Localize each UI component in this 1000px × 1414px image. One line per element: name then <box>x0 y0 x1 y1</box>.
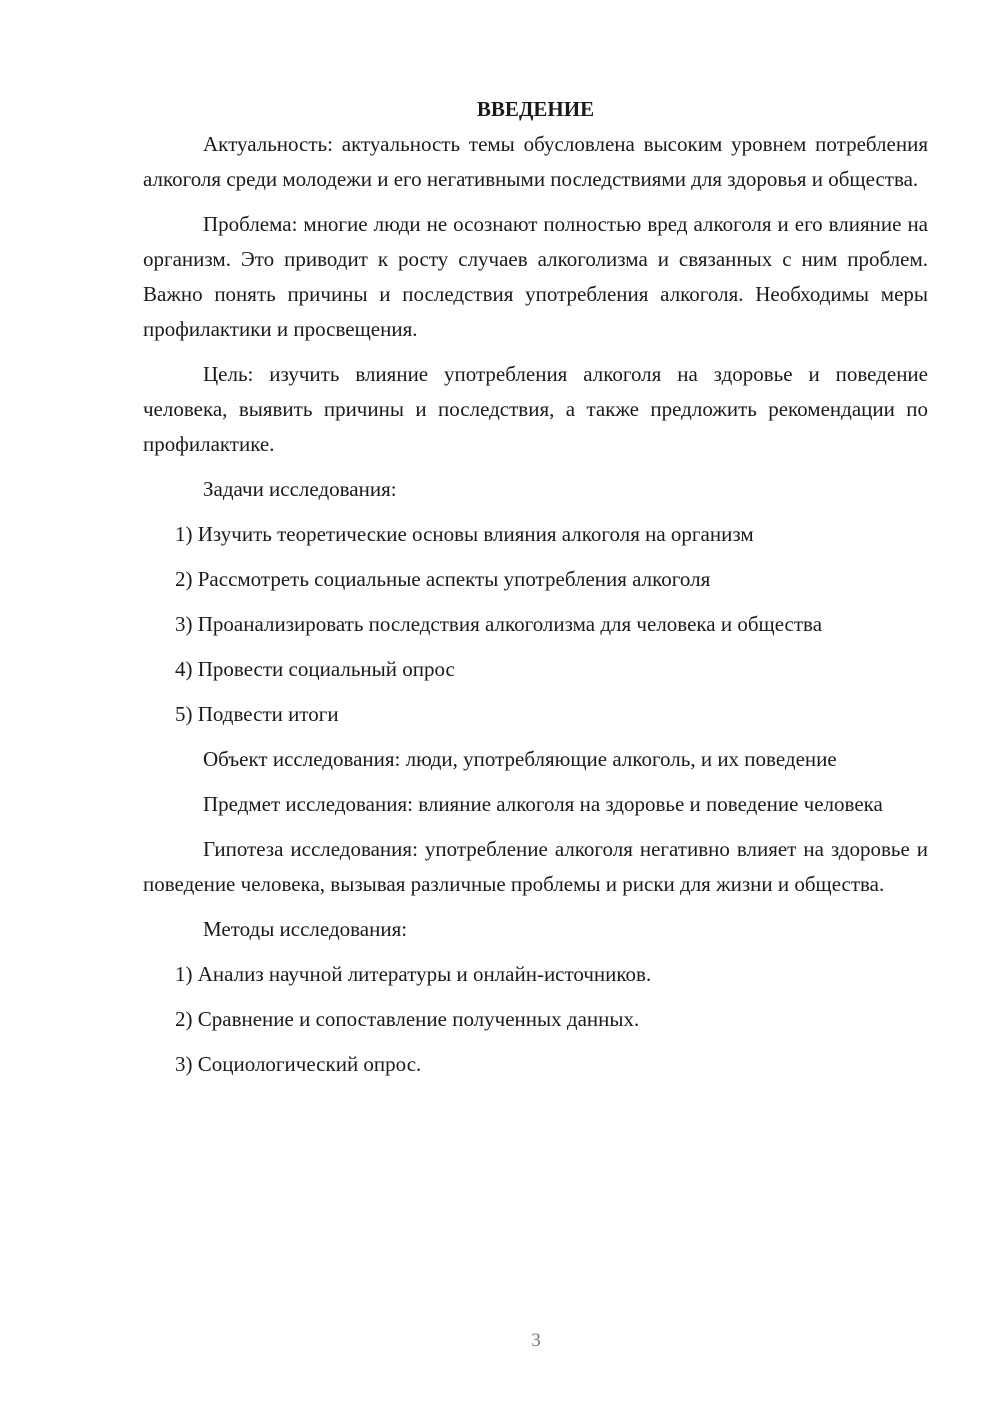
section-title: ВВЕДЕНИЕ <box>476 97 595 121</box>
task-item: 2) Рассмотреть социальные аспекты употребления алкоголя <box>175 567 711 591</box>
task-item: 4) Провести социальный опрос <box>175 657 455 681</box>
relevance-paragraph: Актуальность: актуальность темы обусловлена высоким уровнем потребления алкоголя среди молодежи и его негативными последствиями для здоровья и общества. <box>143 132 928 191</box>
method-item: 3) Социологический опрос. <box>175 1052 422 1076</box>
hypothesis-paragraph: Гипотеза исследования: употребление алкоголя негативно влияет на здоровье и поведение человека, вызывая различные проблемы и риски для жизни и общества. <box>143 837 928 896</box>
object-paragraph: Объект исследования: люди, употребляющие алкоголь, и их поведение <box>203 747 837 771</box>
problem-paragraph: Проблема: многие люди не осознают полностью вред алкоголя и его влияние на организм. Это приводит к росту случаев алкоголизма и связанных с ним проблем. Важно понять причины и последствия употребления алкоголя. Необходимы меры профилактики и просвещения. <box>143 212 928 341</box>
method-item: 2) Сравнение и сопоставление полученных данных. <box>175 1007 640 1031</box>
methods-label: Методы исследования: <box>203 917 408 941</box>
subject-paragraph: Предмет исследования: влияние алкоголя на здоровье и поведение человека <box>203 792 883 816</box>
page-number: 3 <box>531 1330 541 1351</box>
task-item: 1) Изучить теоретические основы влияния алкоголя на организм <box>175 522 754 546</box>
goal-paragraph: Цель: изучить влияние употребления алкоголя на здоровье и поведение человека, выявить причины и последствия, а также предложить рекомендации по профилактике. <box>143 362 928 456</box>
tasks-label: Задачи исследования: <box>203 477 397 501</box>
document-page <box>143 92 928 1092</box>
task-item: 3) Проанализировать последствия алкоголизма для человека и общества <box>175 612 823 636</box>
method-item: 1) Анализ научной литературы и онлайн-источников. <box>175 962 652 986</box>
task-item: 5) Подвести итоги <box>175 702 339 726</box>
